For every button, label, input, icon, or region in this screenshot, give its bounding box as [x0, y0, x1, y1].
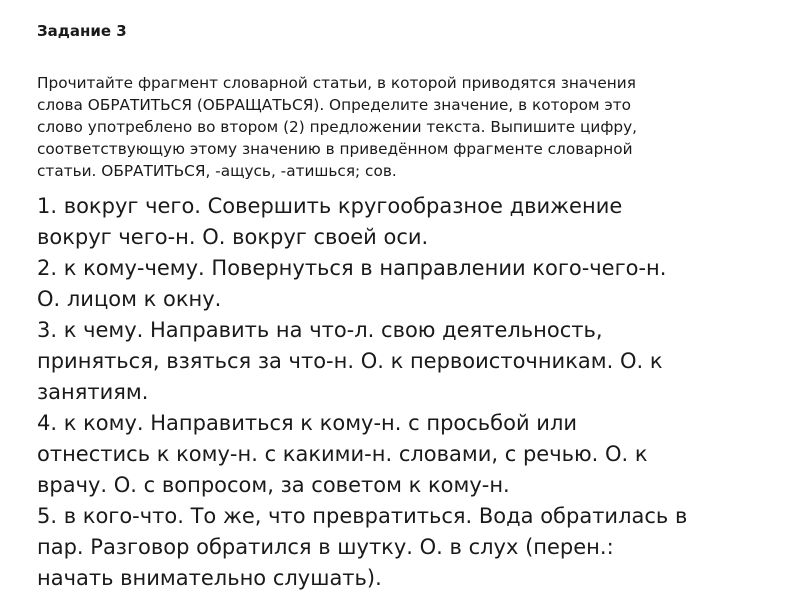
definition-line: О. лицом к окну.: [37, 287, 222, 311]
instruction-line: слово употреблено во втором (2) предложении текста. Выпишите цифру,: [37, 118, 638, 136]
definition-line: 2. к кому-чему. Повернуться в направлении кого-чего-н.: [37, 256, 667, 280]
instruction-line: слова ОБРАТИТЬСЯ (ОБРАЩАТЬСЯ). Определите значение, в котором это: [37, 96, 632, 114]
task-instruction: [37, 72, 767, 182]
definition-line: приняться, взяться за что-н. О. к первоисточникам. О. к: [37, 349, 663, 373]
instruction-line: статьи. ОБРАТИТЬСЯ, -ащусь, -атишься; сов.: [37, 162, 397, 180]
dictionary-definitions: [37, 191, 777, 594]
definition-line: отнестись к кому-н. с какими-н. словами, с речью. О. к: [37, 442, 648, 466]
definition-line: занятиям.: [37, 380, 149, 404]
definition-line: начать внимательно слушать).: [37, 566, 382, 590]
task-title: Задание 3: [37, 22, 127, 40]
definition-line: 3. к чему. Направить на что-л. свою деятельность,: [37, 318, 603, 342]
definition-line: врачу. О. с вопросом, за советом к кому-н.: [37, 473, 510, 497]
definition-line: 1. вокруг чего. Совершить кругообразное движение: [37, 194, 623, 218]
definition-line: пар. Разговор обратился в шутку. О. в слух (перен.:: [37, 535, 614, 559]
definition-line: вокруг чего-н. О. вокруг своей оси.: [37, 225, 429, 249]
instruction-line: соответствующую этому значению в приведённом фрагменте словарной: [37, 140, 633, 158]
instruction-line: Прочитайте фрагмент словарной статьи, в которой приводятся значения: [37, 74, 636, 92]
definition-line: 4. к кому. Направиться к кому-н. с просьбой или: [37, 411, 578, 435]
definition-line: 5. в кого-что. То же, что превратиться. Вода обратилась в: [37, 504, 688, 528]
